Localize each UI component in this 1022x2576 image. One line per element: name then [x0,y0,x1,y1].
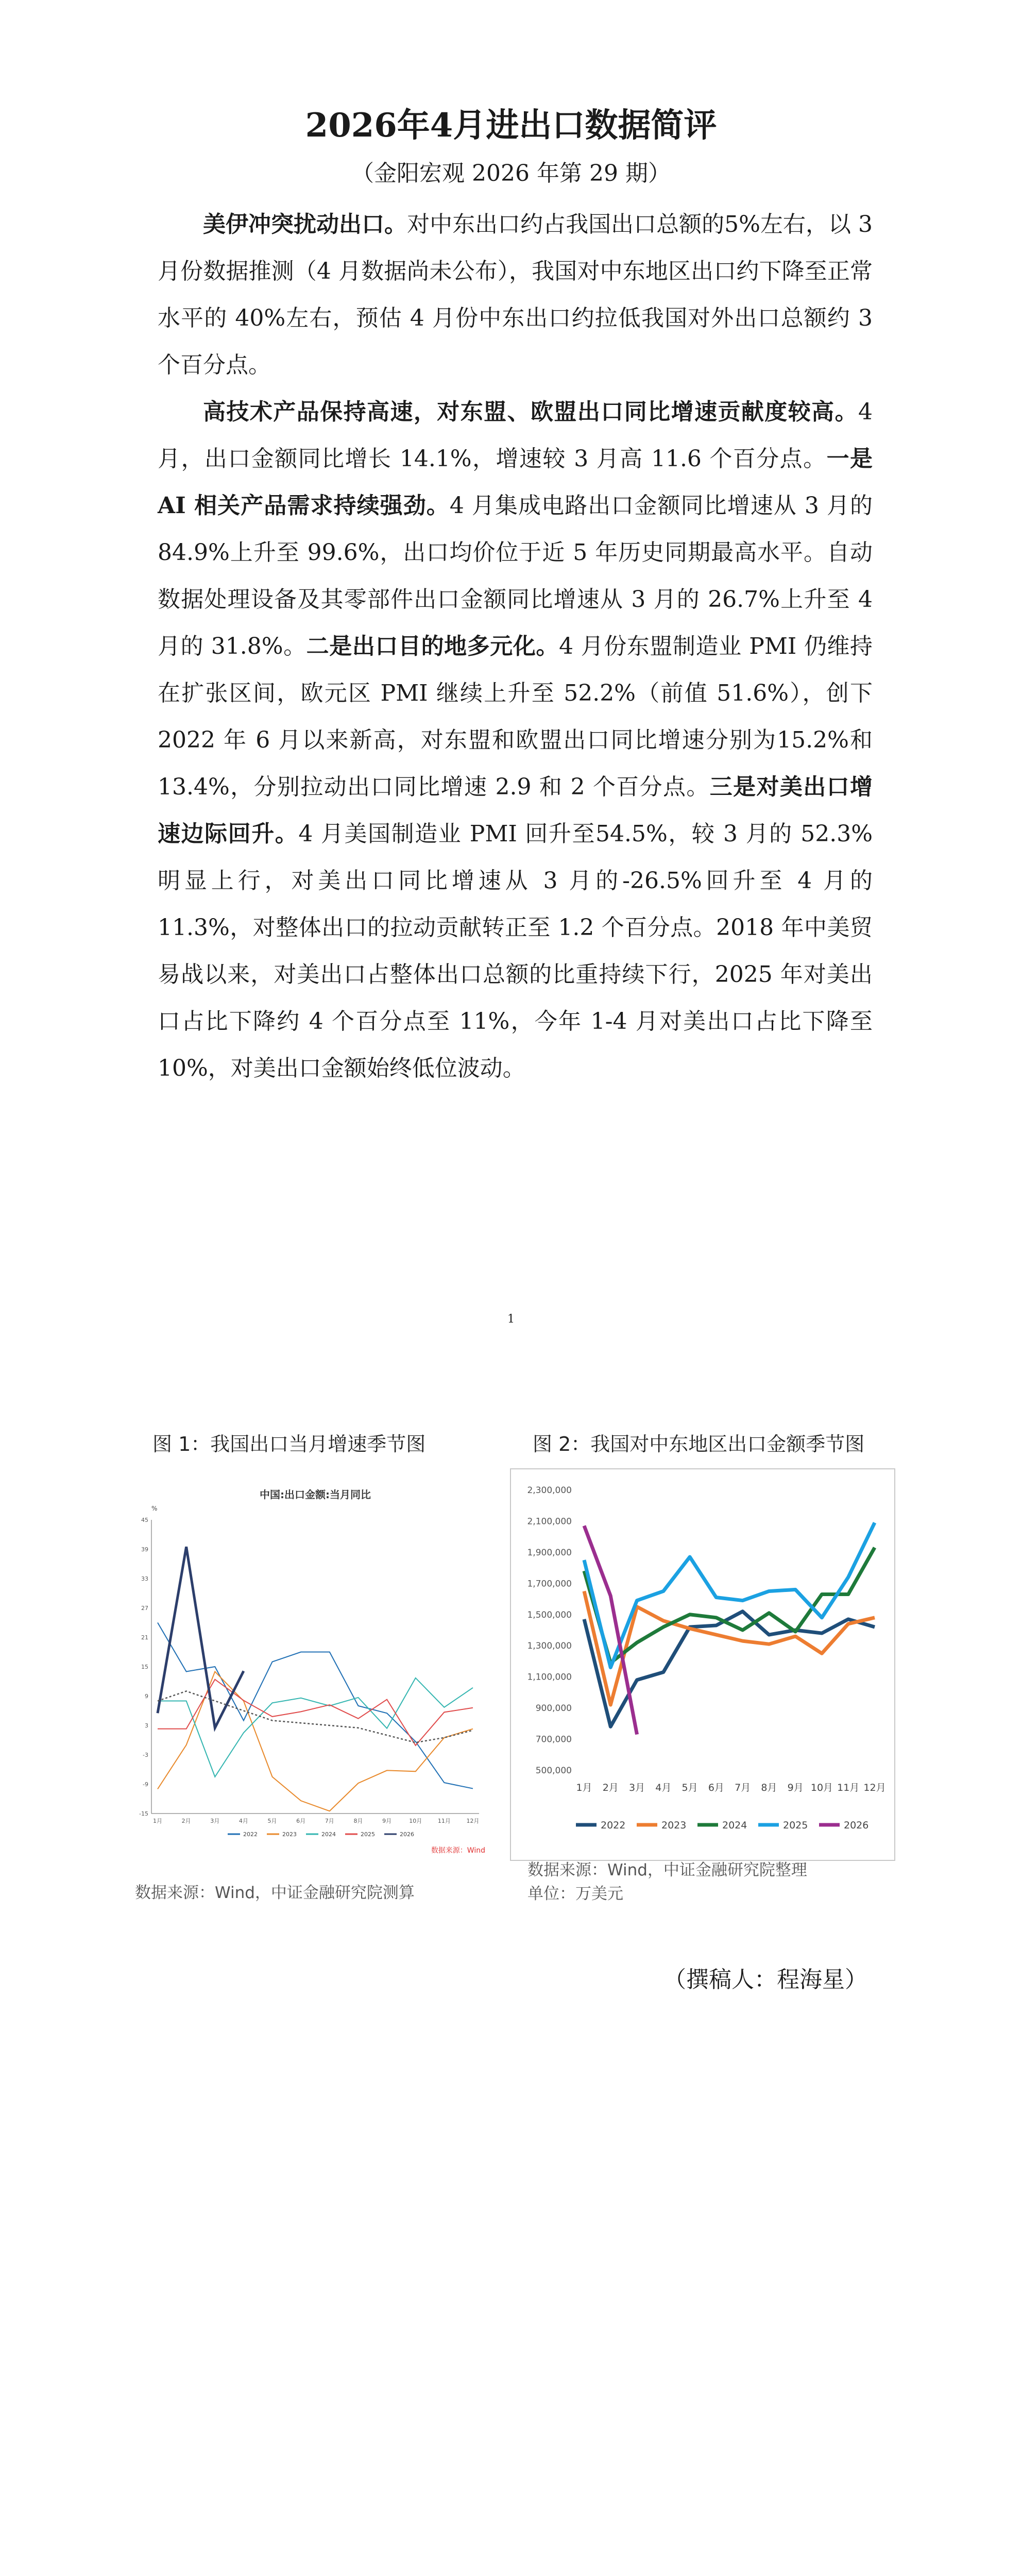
chart2-x-tick: 2月 [602,1782,619,1793]
chart2-y-tick: 700,000 [535,1734,572,1745]
chart1-y-tick: 21 [141,1634,148,1641]
chart1-y-tick: -3 [143,1752,148,1758]
chart2-x-tick: 10月 [810,1782,833,1793]
figure1-note: 数据来源：Wind，中证金融研究院测算 [135,1884,415,1902]
chart1-legend-label: 2024 [321,1831,336,1838]
chart1-x-tick: 2月 [181,1818,191,1824]
bold-lead: 三是对美出口增速边际回升。 [158,774,873,847]
chart1-series-2025 [158,1680,473,1745]
figure2-caption: 图 2：我国对中东地区出口金额季节图 [533,1433,865,1455]
chart1-x-tick: 9月 [382,1818,392,1824]
bold-lead: 高技术产品保持高速，对东盟、欧盟出口同比增速贡献度较高。 [203,399,858,425]
chart2-x-tick: 8月 [761,1782,777,1793]
text-run: 对中东出口约占我国出口总额的5%左右，以 3 月份数据推测（4 月数据尚未公布），我国对中东地区出口约下降至正常水平的 40%左右，预估 4 月份中东出口约拉低我国对外出口总额约 3 个百分点。 [158,211,873,378]
chart2-legend-label: 2026 [844,1820,869,1831]
chart2-legend-label: 2025 [783,1820,808,1831]
chart2-x-tick: 11月 [837,1782,860,1793]
chart2-y-tick: 500,000 [535,1766,572,1776]
paragraph [158,388,873,1092]
chart1-y-tick: -9 [143,1781,148,1788]
chart2-y-tick: 900,000 [535,1703,572,1714]
chart1-y-tick: 39 [141,1546,148,1553]
chart1-x-tick: 5月 [267,1818,277,1824]
chart1-x-tick: 1月 [153,1818,162,1824]
chart1-y-tick: 45 [141,1517,148,1523]
chart2-x-tick: 3月 [628,1782,645,1793]
chart2-x-tick: 5月 [682,1782,698,1793]
chart1-legend-label: 2026 [400,1831,414,1838]
text-run: 4 月美国制造业 PMI 回升至54.5%，较 3 月的 52.3%明显上行，对美出口同比增速从 3 月的-26.5%回升至 4 月的 11.3%，对整体出口的拉动贡献转正至 1.2 个百分点。2018 年中美贸易战以来，对美出口占整体出口总额的比重持续下行，2025 年对美出口占比下降约 4 个百分点至 11%，今年 1-4 月对美出口占比下降至 10%，对美出口金额始终低位波动。 [158,821,873,1081]
chart1-series-average [158,1691,473,1743]
chart2-x-tick: 12月 [863,1782,886,1793]
chart2-legend-label: 2022 [601,1820,626,1831]
chart2-y-tick: 1,100,000 [527,1672,572,1683]
chart1-x-tick: 3月 [210,1818,220,1824]
chart1-x-tick: 12月 [466,1818,480,1824]
text-run: 4 月，出口金额同比增长 14.1%，增速较 3 月高 11.6 个百分点。 [158,399,873,472]
figure2-unit: 单位：万美元 [527,1885,623,1903]
chart2-x-tick: 1月 [576,1782,592,1793]
chart2-legend-label: 2023 [661,1820,687,1831]
chart2-frame [510,1469,895,1860]
page-number-1: 1 [507,1313,515,1326]
text-run: 4 月份东盟制造业 PMI 仍维持在扩张区间，欧元区 PMI 继续上升至 52.2%（前值 51.6%），创下 2022 年 6 月以来新高，对东盟和欧盟出口同比增速分别为15.2%和 13.4%，分别拉动出口同比增速 2.9 和 2 个百分点。 [158,633,873,800]
chart2-y-tick: 1,500,000 [527,1609,572,1620]
chart1-legend-label: 2025 [361,1831,375,1838]
chart1-y-tick: 15 [141,1664,148,1670]
chart1-y-tick: -15 [139,1810,148,1817]
chart2-y-tick: 2,300,000 [527,1485,572,1496]
chart1-x-tick: 6月 [296,1818,306,1824]
bold-lead: 二是出口目的地多元化。 [306,633,559,659]
chart2-legend-label: 2024 [722,1820,747,1831]
chart1-source-tag: 数据来源：Wind [431,1846,485,1855]
chart1-x-tick: 4月 [239,1818,248,1824]
chart1-x-tick: 10月 [409,1818,422,1824]
chart1-y-tick: 9 [145,1693,148,1700]
chart2-y-tick: 1,300,000 [527,1641,572,1652]
chart1-x-tick: 11月 [437,1818,451,1824]
bold-lead: 美伊冲突扰动出口。 [203,211,407,238]
text-run: 4 月集成电路出口金额同比增速从 3 月的 84.9%上升至 99.6%，出口均价位于近 5 年历史同期最高水平。自动数据处理设备及其零部件出口金额同比增速从 3 月的 26.7%上升至 4 月的 31.8%。 [158,493,873,659]
page-subtitle: （金阳宏观 2026 年第 29 期） [351,160,671,187]
chart2-x-tick: 9月 [787,1782,804,1793]
chart1-legend-label: 2022 [243,1831,258,1838]
chart1-x-tick: 7月 [325,1818,334,1824]
figure2-chart [510,1468,895,1861]
figure2-note: 数据来源：Wind，中证金融研究院整理 [527,1861,807,1879]
chart2-y-tick: 1,700,000 [527,1579,572,1589]
chart1-y-tick: 3 [145,1722,148,1729]
chart1-legend-label: 2023 [282,1831,297,1838]
chart1-y-tick: 33 [141,1575,148,1582]
page-title: 2026年4月进出口数据简评 [305,106,717,145]
chart1-y-unit: % [151,1505,158,1512]
figure1-chart [135,1473,493,1866]
chart2-x-tick: 6月 [708,1782,724,1793]
figure1-caption: 图 1：我国出口当月增速季节图 [152,1433,426,1455]
chart2-x-tick: 7月 [735,1782,751,1793]
chart1-series-2024 [158,1678,473,1777]
paragraph [158,201,873,388]
chart2-x-tick: 4月 [655,1782,672,1793]
chart2-y-tick: 2,100,000 [527,1516,572,1527]
chart1-series-2022 [158,1623,473,1789]
chart1-title: 中国:出口金额:当月同比 [260,1488,371,1501]
bold-lead: 一是 AI 相关产品需求持续强劲。 [158,446,873,519]
chart1-x-tick: 8月 [353,1818,363,1824]
body-text [158,201,873,1092]
chart2-y-tick: 1,900,000 [527,1547,572,1558]
author: （撰稿人：程海星） [663,1967,867,1993]
chart1-y-tick: 27 [141,1605,148,1612]
